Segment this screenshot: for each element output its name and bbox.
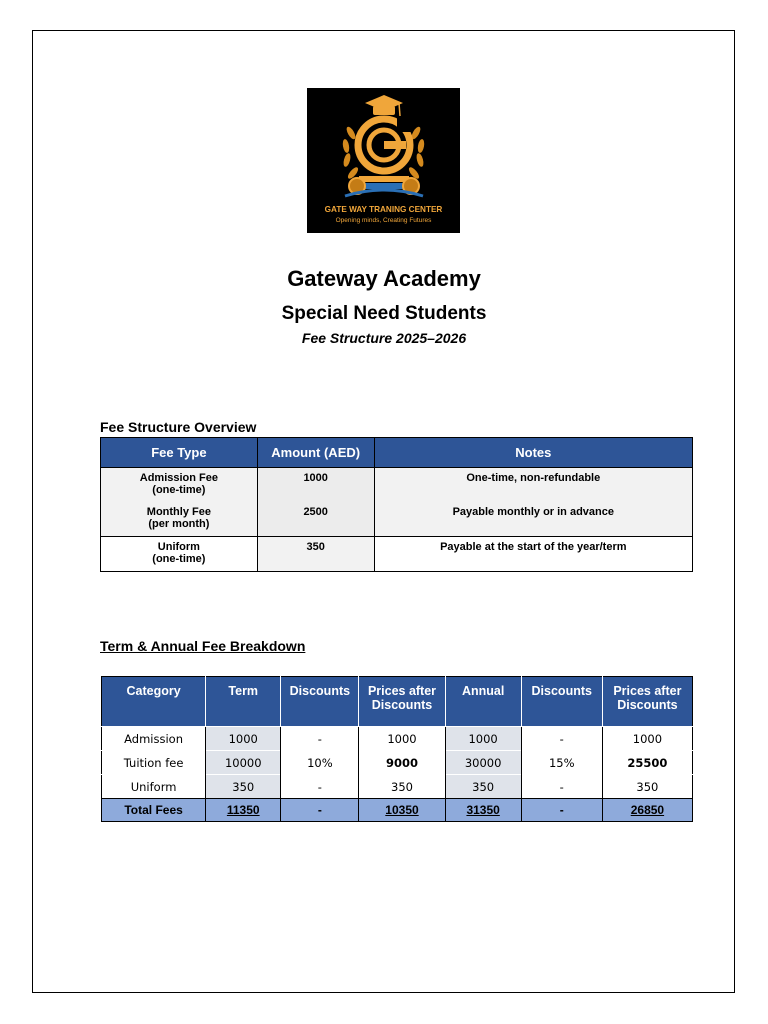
- total-label-cell: Total Fees: [102, 799, 206, 822]
- total-discount-cell: -: [521, 799, 602, 822]
- page-subtitle: Special Need Students: [281, 303, 487, 324]
- books-emblem-icon: [345, 176, 423, 196]
- column-header: Annual: [445, 677, 521, 727]
- breakdown-heading: Term & Annual Fee Breakdown: [100, 638, 306, 654]
- annual-cell: 1000: [445, 727, 521, 751]
- table-header-row: [102, 677, 693, 727]
- category-cell: Tuition fee: [102, 751, 206, 775]
- table-header-row: [101, 438, 693, 468]
- total-term-net-cell: 10350: [359, 799, 445, 822]
- term-net-cell: 350: [359, 775, 445, 799]
- annual-cell: 350: [445, 775, 521, 799]
- graduation-cap-icon: [365, 95, 403, 116]
- discount-cell: -: [521, 727, 602, 751]
- amount-cell: 2500: [257, 502, 374, 537]
- logo-tagline: Opening minds, Creating Futures: [335, 217, 432, 224]
- column-header: Category: [102, 677, 206, 727]
- table-row: [102, 751, 693, 775]
- fee-period: Fee Structure 2025–2026: [301, 330, 467, 346]
- column-header: Prices after Discounts: [359, 677, 445, 727]
- overview-heading: Fee Structure Overview: [100, 419, 257, 435]
- annual-net-cell: 1000: [602, 727, 692, 751]
- total-discount-cell: -: [281, 799, 359, 822]
- annual-net-cell: 350: [602, 775, 692, 799]
- fee-overview-table: [100, 437, 693, 572]
- notes-cell: Payable at the start of the year/term: [374, 537, 692, 572]
- column-header: Amount (AED): [257, 438, 374, 468]
- g-letter-icon: [358, 118, 411, 171]
- total-term-cell: 11350: [206, 799, 281, 822]
- table-row: [102, 727, 693, 751]
- total-row: [102, 799, 693, 822]
- gateway-logo: [307, 88, 460, 233]
- category-cell: Admission: [102, 727, 206, 751]
- amount-cell: 1000: [257, 468, 374, 503]
- discount-cell: -: [281, 727, 359, 751]
- column-header: Notes: [374, 438, 692, 468]
- table-row: [101, 468, 693, 503]
- discount-cell: -: [521, 775, 602, 799]
- notes-cell: Payable monthly or in advance: [374, 502, 692, 537]
- column-header: Prices after Discounts: [602, 677, 692, 727]
- logo-name: GATE WAY TRANING CENTER: [324, 205, 443, 214]
- term-cell: 1000: [206, 727, 281, 751]
- logo-graphic: [307, 88, 460, 233]
- term-cell: 350: [206, 775, 281, 799]
- column-header: Fee Type: [101, 438, 258, 468]
- discount-cell: 15%: [521, 751, 602, 775]
- discount-cell: 10%: [281, 751, 359, 775]
- table-row: [101, 537, 693, 572]
- fee-type-cell: Monthly Fee (per month): [101, 502, 258, 537]
- fee-breakdown-table: [101, 676, 693, 822]
- table-row: [102, 775, 693, 799]
- category-cell: Uniform: [102, 775, 206, 799]
- fee-type-cell: Uniform (one-time): [101, 537, 258, 572]
- annual-cell: 30000: [445, 751, 521, 775]
- amount-cell: 350: [257, 537, 374, 572]
- notes-cell: One-time, non-refundable: [374, 468, 692, 503]
- total-annual-cell: 31350: [445, 799, 521, 822]
- annual-net-cell: 25500: [602, 751, 692, 775]
- column-header: Discounts: [281, 677, 359, 727]
- term-cell: 10000: [206, 751, 281, 775]
- discount-cell: -: [281, 775, 359, 799]
- total-annual-net-cell: 26850: [602, 799, 692, 822]
- term-net-cell: 9000: [359, 751, 445, 775]
- column-header: Term: [206, 677, 281, 727]
- term-net-cell: 1000: [359, 727, 445, 751]
- fee-type-cell: Admission Fee (one-time): [101, 468, 258, 503]
- page-title: Gateway Academy: [287, 266, 481, 291]
- table-row: [101, 502, 693, 537]
- column-header: Discounts: [521, 677, 602, 727]
